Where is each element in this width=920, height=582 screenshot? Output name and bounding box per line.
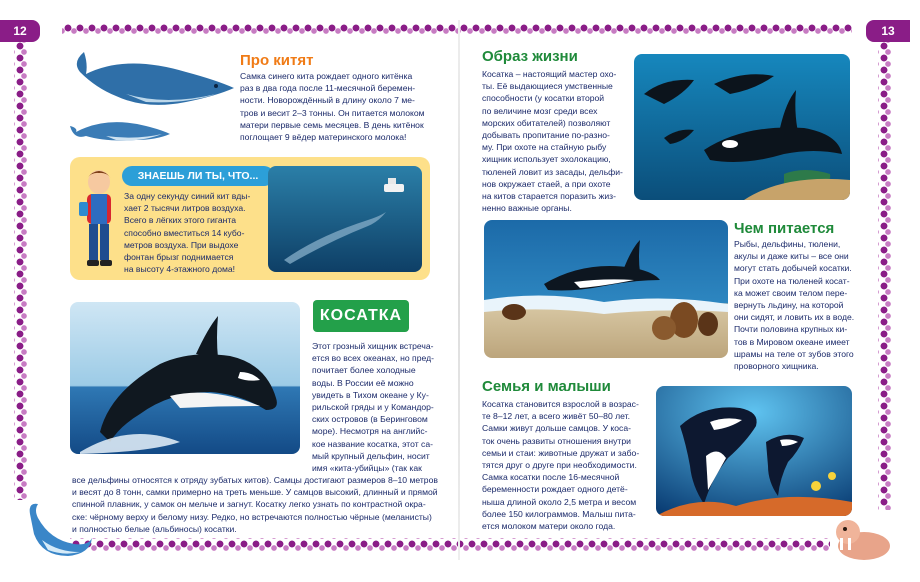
book-spine — [458, 20, 460, 560]
diet-heading: Чем питается — [734, 220, 835, 237]
kittens-heading: Про китят — [240, 52, 314, 69]
orca-line: почитает более холодные — [312, 365, 416, 376]
did-you-know-line: на высоту 4-этажного дома! — [124, 264, 236, 275]
orca-line: море). Несмотря на английс- — [312, 426, 428, 437]
orca-line: Этот грозный хищник встреча- — [312, 341, 434, 351]
orca-line: имя «кита-убийцы» (так как — [312, 463, 422, 474]
lifestyle-line: нов окружает стаей, а при охоте — [482, 178, 611, 189]
orca-text-wide — [72, 474, 458, 535]
diet-line: Почти половина крупных ки- — [734, 324, 848, 335]
lifestyle-line: на китов старается поразить жиз- — [482, 191, 616, 202]
orca-line: ских островов (в Беринговом — [312, 414, 428, 425]
lifestyle-line: морских обитателей) позволяют — [482, 117, 611, 128]
orca-line: увидеть в Тихом океане у Ку- — [312, 389, 429, 400]
lifestyle-line: способности (у косатки второй — [482, 93, 605, 104]
family-line: тятся друг о друге при необходимости. — [482, 460, 637, 471]
orca-line: мый крупный дельфин, носит — [312, 450, 430, 461]
did-you-know-line: метров воздуха. При выдохе — [124, 239, 239, 250]
diet-line: вернуть льдину, на которой — [734, 300, 844, 311]
family-text — [482, 398, 652, 532]
did-you-know-line: фонтан брызг поднимается — [124, 252, 234, 263]
orca-line: воды. В России её можно — [312, 377, 414, 388]
diet-line: Рыбы, дельфины, тюлени, — [734, 239, 841, 249]
lifestyle-line: по величине мозг среди всех — [482, 105, 598, 116]
diet-line: тов в Мировом океане имеет — [734, 336, 850, 347]
orca-wide-line: спинной плавник, у самок он мельче и загнут. Косатку легко узнать по контрастной окра- — [72, 499, 426, 510]
kittens-line: матери первые семь месяцев. В день китёнок — [240, 119, 424, 130]
diet-line: шрамы на теле от зубов этого — [734, 348, 854, 359]
lifestyle-line: Косатка – настоящий мастер охо- — [482, 69, 617, 79]
lifestyle-line: ты. Её выдающиеся умственные — [482, 81, 613, 92]
diet-line: акулы и даже киты – все они — [734, 251, 849, 262]
lifestyle-line: му. При охоте на стайную рыбу — [482, 142, 607, 153]
family-heading: Семья и малыши — [482, 378, 611, 395]
did-you-know-line: способно вместиться 14 кубо- — [124, 227, 245, 238]
dotted-border-top — [62, 22, 852, 34]
diet-text — [734, 238, 860, 372]
orca-wide-line: все дельфины относятся к отряду зубатых китов). Самцы достигают размеров 8–10 метров — [72, 475, 438, 485]
family-line: ныша длиной около 2,5 метра и весом — [482, 496, 637, 507]
lifestyle-heading: Образ жизни — [482, 48, 578, 65]
dotted-border-bottom — [70, 538, 830, 552]
did-you-know-line: хает 2 тысячи литров воздуха. — [124, 203, 246, 214]
kittens-line: ности. Новорождённый в длину около 7 ме- — [240, 95, 415, 106]
orca-pod-photo — [634, 54, 850, 200]
whale-underwater-photo — [268, 166, 422, 272]
diet-line: При охоте на тюленей косат- — [734, 275, 850, 286]
did-you-know-title: ЗНАЕШЬ ЛИ ТЫ, ЧТО... — [122, 166, 274, 186]
orca-text-column — [312, 340, 460, 474]
did-you-know-text — [124, 190, 270, 275]
orca-wide-line: и полностью белые (альбиносы) косатки. — [72, 523, 237, 534]
orca-beach-photo — [484, 220, 728, 358]
orca-line: ется во всех океанах, но пред- — [312, 353, 434, 364]
dotted-border-right — [878, 40, 892, 510]
orca-wide-line: и весят до 8 тонн, самки примерно на треть меньше. У самцов высокий, длинный и прямой — [72, 487, 438, 498]
lifestyle-line: ненно важные органы. — [482, 203, 572, 214]
lifestyle-line: хищник использует эхолокацию, — [482, 154, 611, 165]
kittens-line: тров и весит 2–3 тонны. Он питается молоком — [240, 107, 425, 118]
family-line: Самки живут дольше самцов. У коса- — [482, 423, 631, 434]
orca-wide-line: ске: чёрному верху и белому низу. Редко, но встречаются полностью чёрные (меланисты) — [72, 511, 432, 522]
lifestyle-line: добывать пропитание по-разно- — [482, 130, 610, 141]
family-line: ется молоком матери около года. — [482, 521, 616, 532]
family-line: те 8–12 лет, а всего живёт 50–80 лет. — [482, 411, 630, 422]
orca-line: рильской гряды и у Командор- — [312, 402, 434, 413]
diet-line: ка может своим телом пере- — [734, 287, 848, 298]
small-whale-illustration — [24, 500, 94, 558]
did-you-know-line: Всего в лёгких этого гиганта — [124, 215, 236, 226]
orca-section-tag: КОСАТКА — [313, 300, 409, 332]
orca-jumping-photo — [70, 302, 300, 454]
family-line: семьи и стаи: животные дружат и забо- — [482, 447, 640, 458]
page-number-right: 13 — [866, 20, 910, 42]
page-number-left: 12 — [0, 20, 40, 42]
did-you-know-line: За одну секунду синий кит вды- — [124, 191, 251, 201]
family-line: Косатка становится взрослой в возрас- — [482, 399, 639, 409]
diet-line: они сидят, и ловить их в воде. — [734, 312, 855, 323]
lifestyle-text — [482, 68, 632, 214]
kittens-text — [240, 70, 450, 143]
kittens-line: Самка синего кита рождает одного китёнка — [240, 71, 413, 81]
family-line: беременности рождает одного детё- — [482, 484, 628, 495]
lifestyle-line: тюленей ловит из засады, дельфи- — [482, 166, 623, 177]
kittens-line: поглощает 9 вёдер материнского молока! — [240, 132, 407, 143]
orca-mother-calf-illustration — [656, 386, 852, 516]
orca-line: кое название косатка, этот са- — [312, 438, 433, 449]
family-line: ток очень развиты отношения внутри — [482, 435, 631, 446]
blue-whale-illustration — [66, 44, 238, 144]
walrus-illustration — [830, 516, 892, 562]
kittens-line: раз в два года после 11-месячной беремен- — [240, 83, 416, 94]
family-line: Самка косатки после 16-месячной — [482, 472, 620, 483]
dotted-border-left — [14, 40, 28, 500]
diet-line: проворного хищника. — [734, 361, 819, 372]
boy-illustration — [76, 166, 122, 270]
diet-line: могут стать добычей косатки. — [734, 263, 852, 274]
family-line: более 150 килограммов. Малыш пита- — [482, 508, 636, 519]
